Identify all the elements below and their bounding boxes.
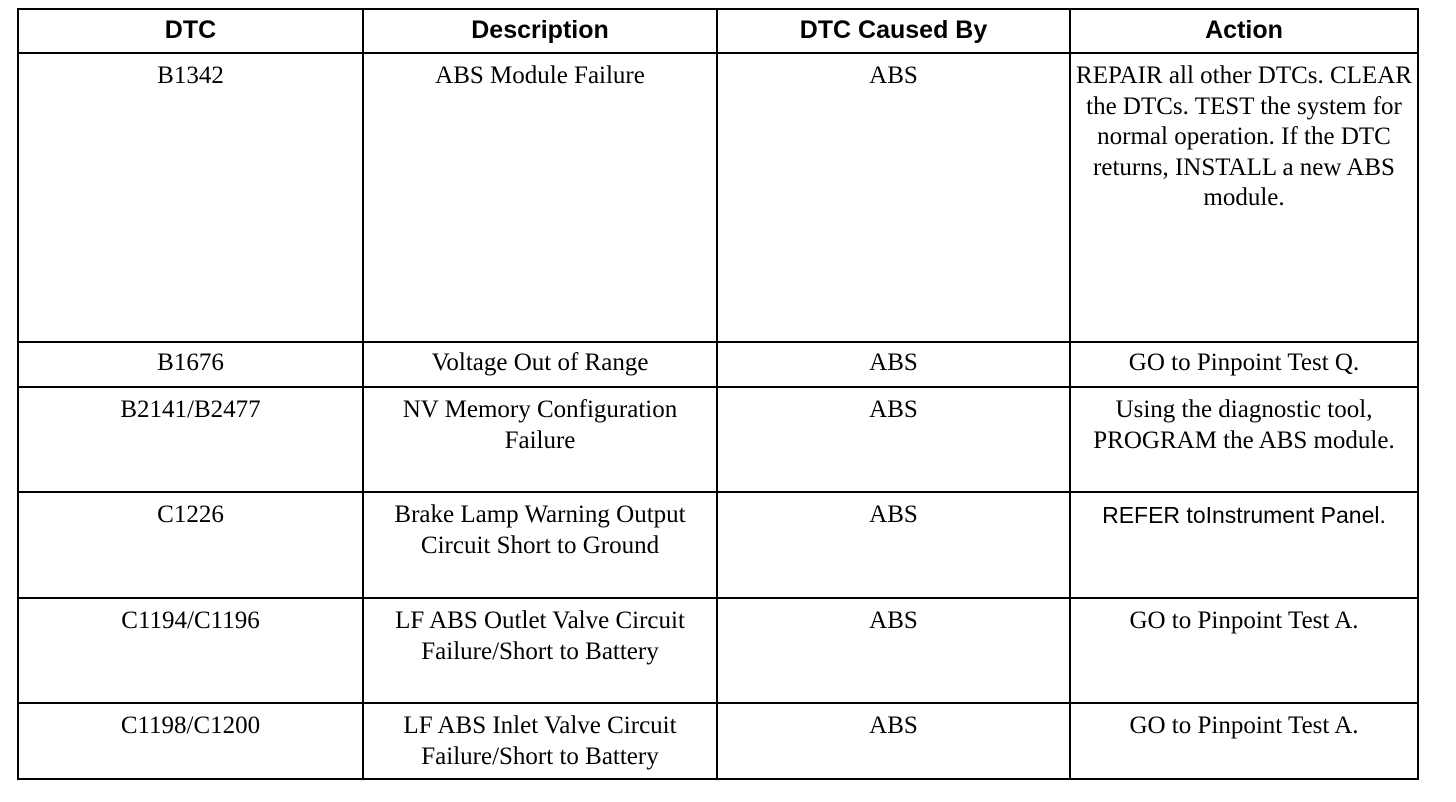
table-row [18, 492, 1418, 598]
dtc-code: C1198/C1200 [18, 703, 363, 779]
dtc-description: LF ABS Inlet Valve Circuit Failure/Short to Battery [363, 703, 717, 779]
dtc-action: REPAIR all other DTCs. CLEAR the DTCs. TEST the system for normal operation. If the DTC returns, INSTALL a new ABS module. [1070, 53, 1418, 342]
dtc-description: LF ABS Outlet Valve Circuit Failure/Short to Battery [363, 598, 717, 703]
dtc-code: C1194/C1196 [18, 598, 363, 703]
dtc-description: Voltage Out of Range [363, 342, 717, 387]
dtc-caused-by: ABS [717, 53, 1070, 342]
dtc-code: C1226 [18, 492, 363, 598]
dtc-description: ABS Module Failure [363, 53, 717, 342]
dtc-caused-by: ABS [717, 598, 1070, 703]
dtc-caused-by: ABS [717, 387, 1070, 492]
table-row [18, 598, 1418, 703]
dtc-action: Using the diagnostic tool, PROGRAM the ABS module. [1070, 387, 1418, 492]
dtc-code: B1342 [18, 53, 363, 342]
dtc-caused-by: ABS [717, 703, 1070, 779]
header-action: Action [1070, 9, 1418, 53]
header-dtc: DTC [18, 9, 363, 53]
table-row [18, 387, 1418, 492]
dtc-table [17, 8, 1419, 780]
dtc-caused-by: ABS [717, 342, 1070, 387]
table-row [18, 53, 1418, 342]
table-row [18, 342, 1418, 387]
dtc-caused-by: ABS [717, 492, 1070, 598]
dtc-action: REFER toInstrument Panel. [1070, 492, 1418, 598]
dtc-description: Brake Lamp Warning Output Circuit Short to Ground [363, 492, 717, 598]
dtc-action: GO to Pinpoint Test A. [1070, 598, 1418, 703]
dtc-action: GO to Pinpoint Test A. [1070, 703, 1418, 779]
dtc-code: B1676 [18, 342, 363, 387]
dtc-code: B2141/B2477 [18, 387, 363, 492]
table-row [18, 703, 1418, 779]
table-header-row [18, 9, 1418, 53]
header-dtc-caused-by: DTC Caused By [717, 9, 1070, 53]
dtc-description: NV Memory Configuration Failure [363, 387, 717, 492]
header-description: Description [363, 9, 717, 53]
dtc-action: GO to Pinpoint Test Q. [1070, 342, 1418, 387]
